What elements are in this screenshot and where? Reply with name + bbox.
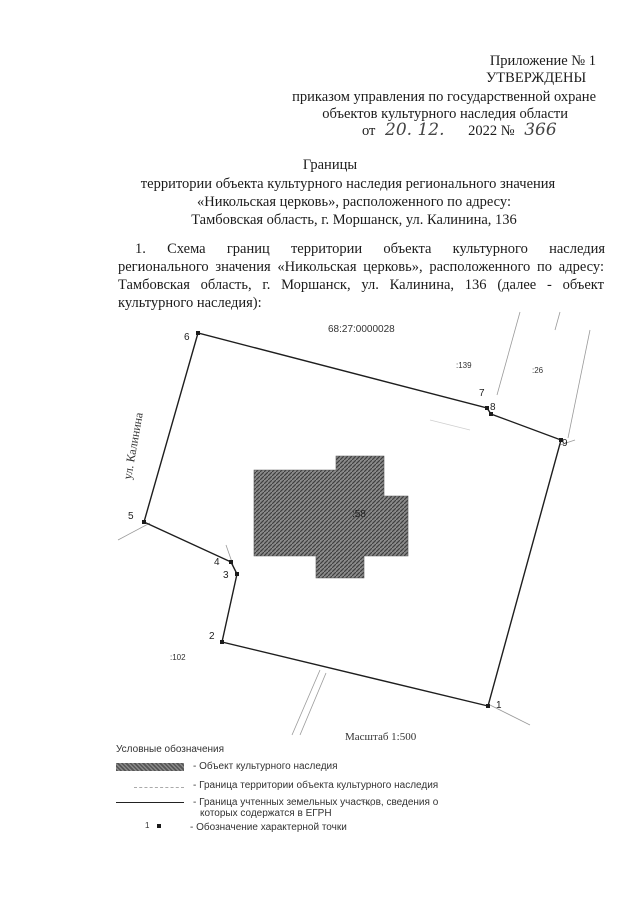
point-label-6: 6 bbox=[184, 332, 190, 343]
title-line-2: территории объекта культурного наследия регионального значения bbox=[140, 176, 556, 192]
parcel-line bbox=[292, 670, 320, 735]
paragraph-line-2: регионального значения «Никольская церковь», расположенного по адресу: bbox=[118, 259, 604, 275]
legend-item-parcels-cont: которых содержатся в ЕГРН bbox=[200, 808, 332, 819]
legend-point-square bbox=[157, 824, 161, 828]
legend-title: Условные обозначения bbox=[116, 744, 225, 755]
point-label-5: 5 bbox=[128, 511, 134, 522]
legend-object-swatch bbox=[116, 763, 184, 771]
point-label-7: 7 bbox=[479, 388, 485, 399]
handwritten-number: 366 bbox=[524, 120, 557, 140]
year-number: 2022 № bbox=[468, 123, 515, 139]
point-label-2: 2 bbox=[209, 631, 215, 642]
legend-point-marker bbox=[145, 820, 161, 831]
parcel-label-102: :102 bbox=[170, 653, 186, 662]
point-6 bbox=[196, 331, 200, 335]
parcel-line bbox=[555, 312, 560, 330]
date-prefix: от bbox=[362, 123, 376, 139]
point-1 bbox=[486, 704, 490, 708]
point-2 bbox=[220, 640, 224, 644]
title-line-4: Тамбовская область, г. Моршанск, ул. Калинина, 136 bbox=[191, 212, 517, 228]
appendix-number: Приложение № 1 bbox=[489, 53, 596, 69]
legend-item-parcels: - Граница учтенных земельных участков, сведения о bbox=[193, 797, 439, 808]
legend-item-territory: - Граница территории объекта культурного наследия bbox=[193, 780, 439, 791]
handwritten-date: 20. 12. bbox=[385, 120, 445, 140]
paragraph-line-3: Тамбовская область, г. Моршанск, ул. Калинина, 136 (далее - объект bbox=[118, 277, 604, 293]
order-line-1: приказом управления по государственной охране bbox=[292, 89, 596, 105]
parcel-line bbox=[497, 312, 520, 395]
cadastral-number: 68:27:0000028 bbox=[328, 324, 395, 335]
parcel-line bbox=[430, 420, 470, 430]
point-5 bbox=[142, 520, 146, 524]
parcel-line bbox=[118, 523, 150, 540]
legend-parcel-line bbox=[116, 802, 184, 803]
parcel-line bbox=[300, 673, 326, 735]
parcel-label-58: :58 bbox=[352, 509, 366, 520]
parcel-label-139: :139 bbox=[456, 361, 472, 370]
point-4 bbox=[229, 560, 233, 564]
street-label: ул. Калинина bbox=[120, 411, 146, 481]
paragraph-line-4: культурного наследия): bbox=[118, 295, 262, 311]
church-building bbox=[254, 456, 408, 578]
point-7 bbox=[485, 406, 489, 410]
point-3 bbox=[235, 572, 239, 576]
order-line-2: объектов культурного наследия области bbox=[322, 106, 568, 122]
legend-item-point: - Обозначение характерной точки bbox=[190, 822, 347, 833]
approved-heading: УТВЕРЖДЕНЫ bbox=[486, 70, 587, 86]
paragraph-line-1: 1. Схема границ территории объекта культурного наследия bbox=[135, 241, 605, 257]
title-line-1: Границы bbox=[302, 157, 358, 173]
parcel-label-26: :26 bbox=[532, 366, 544, 375]
parcel-line bbox=[568, 330, 590, 438]
point-label-9: 9 bbox=[562, 438, 568, 449]
legend-territory-line bbox=[134, 787, 184, 788]
scale-label: Масштаб 1:500 bbox=[345, 731, 417, 743]
point-label-3: 3 bbox=[223, 570, 229, 581]
point-label-8: 8 bbox=[490, 402, 496, 413]
point-label-4: 4 bbox=[214, 557, 220, 568]
legend-item-object: - Объект культурного наследия bbox=[193, 761, 338, 772]
legend-point-number: 1 bbox=[145, 821, 150, 830]
title-line-3: «Никольская церковь», расположенного по адресу: bbox=[196, 194, 512, 210]
point-label-1: 1 bbox=[496, 700, 502, 711]
